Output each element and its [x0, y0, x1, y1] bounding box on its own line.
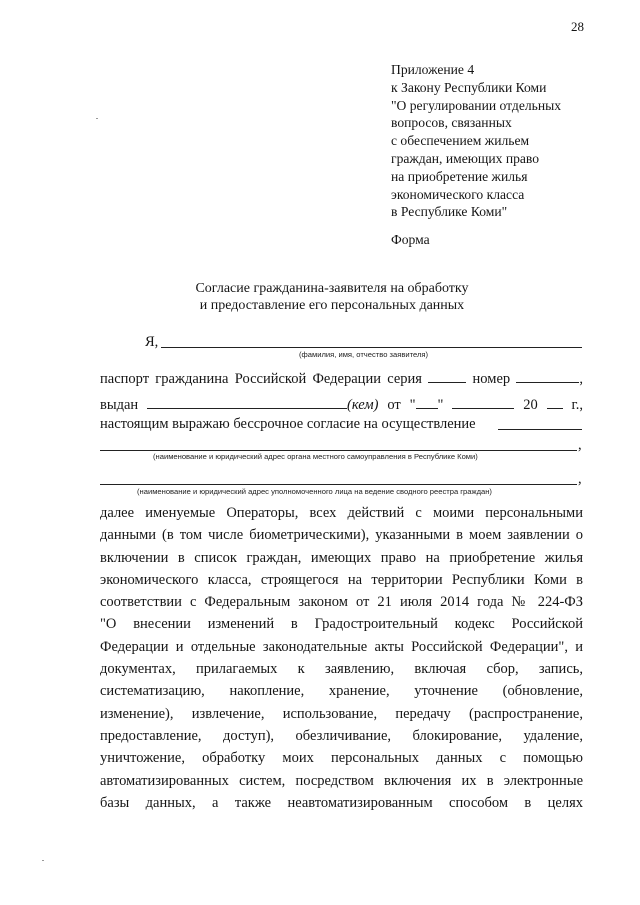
body-line: систематизацию, накопление, хранение, уточнение (обновление,: [100, 683, 583, 700]
body-line: автоматизированных систем, посредством включения их в электронные: [100, 772, 583, 789]
appendix-line: с обеспечением жильем: [391, 133, 530, 149]
passport-number-label: номер: [472, 371, 511, 387]
title-line: Согласие гражданина-заявителя на обработку: [195, 281, 469, 296]
scan-mark: [96, 118, 98, 119]
body-line: экономического класса, строящегося на территории Республики Коми в: [100, 571, 583, 588]
body-line: изменение), извлечение, использование, передачу (распространение,: [100, 705, 583, 722]
operator-caption: (наименование и юридический адрес уполномоченного лица на ведение сводного реестра граждан): [137, 487, 492, 496]
appendix-line: в Республике Коми": [391, 204, 508, 220]
issued-year-field[interactable]: [547, 395, 563, 409]
title-line: и предоставление его персональных данных: [199, 298, 465, 313]
applicant-prefix: Я,: [145, 334, 159, 350]
org-comma: ,: [578, 437, 582, 453]
appendix-line: на приобретение жилья: [391, 168, 528, 184]
form-label: Форма: [391, 232, 430, 247]
body-line: соответствии с Федеральным законом от 21 июля 2014 года № 224-ФЗ: [100, 594, 583, 611]
issued-row: [100, 395, 583, 414]
issued-date-from: от ": [387, 397, 416, 413]
document-title: [0, 280, 640, 314]
passport-row: паспорт гражданина Российской Федерации серия номер ,: [100, 371, 584, 387]
appendix-line: вопросов, связанных: [391, 115, 512, 131]
body-line: данными (в том числе биометрическими), указанными в моем заявлении о: [100, 527, 583, 544]
body-line: предоставление, доступ), обезличивание, блокирование, удаление,: [100, 727, 583, 744]
applicant-name-field[interactable]: [161, 347, 582, 348]
appendix-line: "О регулировании отдельных: [391, 97, 562, 113]
appendix-line: Приложение 4: [391, 62, 475, 77]
appendix-line: к Закону Республики Коми: [391, 79, 547, 95]
issued-label: выдан: [100, 397, 139, 413]
consent-text: настоящим выражаю бессрочное согласие на осуществление: [100, 416, 476, 432]
consent-row: [100, 416, 583, 433]
body-line: далее именуемые Операторы, всех действий с моими персональными: [100, 505, 583, 521]
issued-year-prefix: 20: [523, 397, 538, 413]
consent-field[interactable]: [498, 429, 582, 430]
org-field[interactable]: [100, 450, 577, 451]
operator-field[interactable]: [100, 484, 577, 485]
body-line: уничтожение, обработку моих персональных данных с помощью: [100, 750, 583, 767]
applicant-caption: (фамилия, имя, отчество заявителя): [299, 350, 429, 359]
body-text: [100, 502, 583, 814]
issued-year-suffix: г.,: [571, 397, 584, 413]
body-line: базы данных, а также неавтоматизированным способом в целях: [100, 794, 583, 811]
issued-day-field[interactable]: [416, 395, 438, 409]
operator-comma: ,: [578, 471, 582, 487]
passport-label: паспорт гражданина Российской Федерации серия: [100, 371, 422, 387]
appendix-line: граждан, имеющих право: [391, 150, 540, 166]
issued-by-field[interactable]: [147, 395, 347, 409]
issued-by-hint: (кем): [347, 397, 379, 413]
appendix-line: экономического класса: [391, 186, 525, 202]
appendix-block: [391, 61, 561, 221]
passport-number-field[interactable]: [516, 369, 579, 383]
body-line: "О внесении изменений в Градостроительный кодекс Российской: [100, 616, 583, 633]
body-line: документах, прилагаемых к заявлению, включая сбор, запись,: [100, 661, 583, 678]
org-caption: (наименование и юридический адрес органа местного самоуправления в Республике Коми): [153, 452, 478, 461]
issued-quote: ": [437, 397, 444, 413]
passport-series-field[interactable]: [428, 369, 466, 383]
body-line: Федерации и отдельные законодательные акты Российской Федерации", и: [100, 638, 583, 655]
scan-mark: [42, 860, 44, 861]
body-line: включении в список граждан, имеющих право на приобретение жилья: [100, 549, 583, 566]
page-number: 28: [571, 19, 584, 34]
issued-month-field[interactable]: [452, 395, 514, 409]
